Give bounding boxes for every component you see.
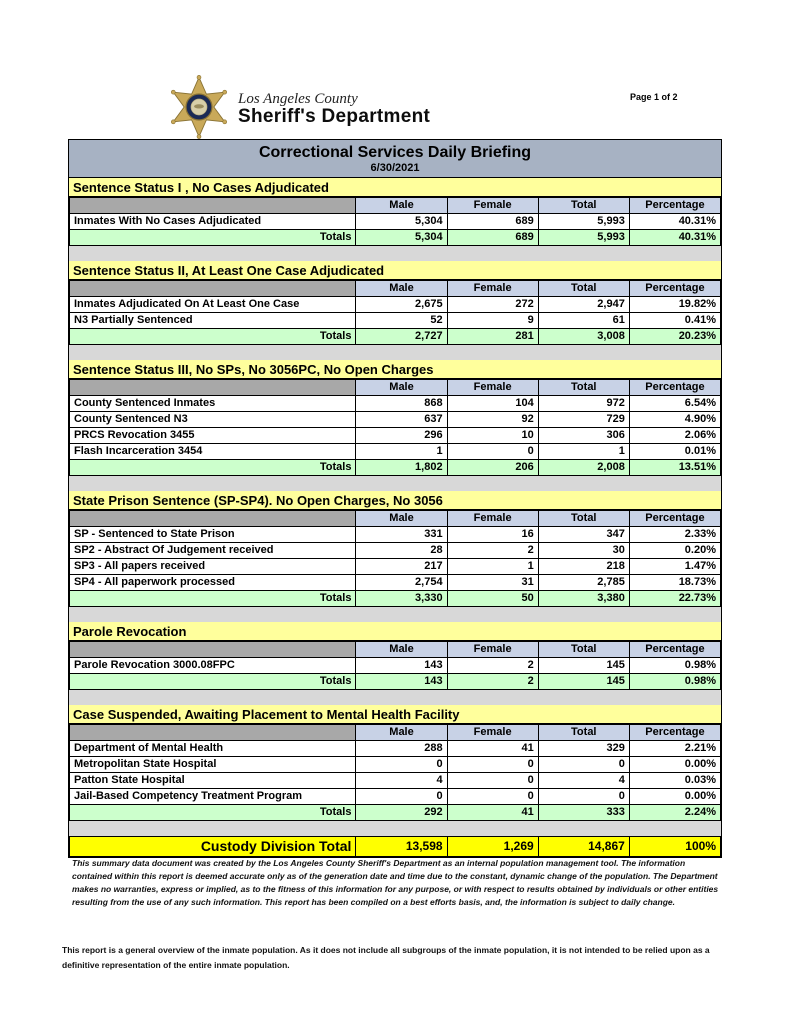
totals-row (70, 591, 721, 607)
column-header: Male (356, 725, 447, 741)
grand-total-label: Custody Division Total (70, 837, 356, 857)
totals-row (70, 230, 721, 246)
row-value: 218 (538, 559, 629, 575)
row-value: 2,754 (356, 575, 447, 591)
row-value: 6.54% (629, 396, 720, 412)
totals-value: 2,727 (356, 329, 447, 345)
row-value: 52 (356, 313, 447, 329)
corner-cell (70, 198, 356, 214)
table-row (70, 543, 721, 559)
totals-value: 333 (538, 805, 629, 821)
row-value: 0.00% (629, 789, 720, 805)
corner-cell (70, 725, 356, 741)
row-label: Flash Incarceration 3454 (70, 444, 356, 460)
row-value: 0 (356, 789, 447, 805)
totals-label: Totals (70, 591, 356, 607)
agency-department: Sheriff's Department (238, 106, 431, 127)
table-row (70, 396, 721, 412)
column-header: Female (447, 642, 538, 658)
column-header: Total (538, 642, 629, 658)
custody-division-total-row (70, 837, 721, 857)
totals-value: 3,008 (538, 329, 629, 345)
report-title-bar (69, 140, 721, 178)
totals-value: 2,008 (538, 460, 629, 476)
totals-value: 40.31% (629, 230, 720, 246)
row-value: 296 (356, 428, 447, 444)
section-title: Sentence Status III, No SPs, No 3056PC, No Open Charges (69, 360, 721, 379)
row-value: 306 (538, 428, 629, 444)
column-header: Total (538, 511, 629, 527)
table-row (70, 658, 721, 674)
row-label: Parole Revocation 3000.08FPC (70, 658, 356, 674)
column-header: Male (356, 642, 447, 658)
agency-logo (168, 73, 430, 141)
section-gap (69, 690, 721, 705)
column-header: Percentage (629, 511, 720, 527)
row-value: 92 (447, 412, 538, 428)
agency-name (238, 91, 430, 127)
section-table (69, 379, 721, 476)
row-label: SP3 - All papers received (70, 559, 356, 575)
row-value: 972 (538, 396, 629, 412)
row-value: 729 (538, 412, 629, 428)
column-header-row (70, 281, 721, 297)
section-gap (69, 607, 721, 622)
totals-value: 206 (447, 460, 538, 476)
totals-row (70, 329, 721, 345)
report-container (68, 139, 722, 858)
totals-value: 0.98% (629, 674, 720, 690)
row-value: 18.73% (629, 575, 720, 591)
section-4 (69, 491, 721, 607)
sections-mount (69, 178, 721, 836)
row-value: 61 (538, 313, 629, 329)
corner-cell (70, 281, 356, 297)
row-value: 272 (447, 297, 538, 313)
totals-value: 3,380 (538, 591, 629, 607)
column-header: Percentage (629, 725, 720, 741)
row-label: SP4 - All paperwork processed (70, 575, 356, 591)
page-number: Page 1 of 2 (630, 92, 678, 102)
section-5 (69, 622, 721, 690)
row-value: 5,304 (356, 214, 447, 230)
row-label: Inmates Adjudicated On At Least One Case (70, 297, 356, 313)
row-value: 288 (356, 741, 447, 757)
row-value: 0.20% (629, 543, 720, 559)
table-row (70, 741, 721, 757)
section-title: Sentence Status II, At Least One Case Adjudicated (69, 261, 721, 280)
section-gap (69, 345, 721, 360)
row-value: 31 (447, 575, 538, 591)
row-value: 0 (447, 444, 538, 460)
grand-total-total: 14,867 (538, 837, 629, 857)
column-header: Female (447, 380, 538, 396)
table-row (70, 428, 721, 444)
row-value: 2.21% (629, 741, 720, 757)
row-value: 16 (447, 527, 538, 543)
section-gap (69, 246, 721, 261)
totals-row (70, 460, 721, 476)
row-value: 2.06% (629, 428, 720, 444)
totals-value: 143 (356, 674, 447, 690)
column-header-row (70, 198, 721, 214)
row-value: 217 (356, 559, 447, 575)
totals-label: Totals (70, 460, 356, 476)
row-value: 1 (356, 444, 447, 460)
row-value: 2,675 (356, 297, 447, 313)
totals-value: 5,304 (356, 230, 447, 246)
row-value: 2,785 (538, 575, 629, 591)
row-label: County Sentenced Inmates (70, 396, 356, 412)
totals-row (70, 805, 721, 821)
column-header: Female (447, 511, 538, 527)
table-row (70, 757, 721, 773)
totals-value: 50 (447, 591, 538, 607)
totals-value: 3,330 (356, 591, 447, 607)
row-value: 19.82% (629, 297, 720, 313)
column-header-row (70, 511, 721, 527)
row-label: Patton State Hospital (70, 773, 356, 789)
table-row (70, 789, 721, 805)
table-row (70, 412, 721, 428)
column-header: Total (538, 198, 629, 214)
column-header-row (70, 642, 721, 658)
table-row (70, 527, 721, 543)
totals-value: 1,802 (356, 460, 447, 476)
totals-row (70, 674, 721, 690)
grand-total-female: 1,269 (447, 837, 538, 857)
column-header: Total (538, 725, 629, 741)
table-row (70, 559, 721, 575)
column-header: Percentage (629, 642, 720, 658)
report-date: 6/30/2021 (370, 162, 420, 174)
row-value: 5,993 (538, 214, 629, 230)
overview-note-paragraph: This report is a general overview of the inmate population. As it does not include all subgroups of the inmate population, it is not intended to be relied upon as a definitive representation of the entire inmate population. (62, 945, 710, 970)
row-value: 40.31% (629, 214, 720, 230)
section-gap (69, 821, 721, 836)
row-value: 0.41% (629, 313, 720, 329)
sheriff-star-icon (168, 73, 230, 141)
totals-label: Totals (70, 230, 356, 246)
section-table (69, 197, 721, 246)
row-value: 10 (447, 428, 538, 444)
row-value: 0 (447, 789, 538, 805)
disclaimer-paragraph: This summary data document was created by the Los Angeles County Sheriff's Department as an internal population management tool. The information contained within this report is deemed accurate only as of the generation date and time due to the constant, dynamic change of the population. The Department makes no warranties, express or implied, as to the fitness of this information for any purpose, or with respect to results obtained by individuals or other entities resulting from the use of any such information. This report has been compiled on a best efforts basis, and, the information is subject to daily change. (72, 858, 719, 907)
corner-cell (70, 380, 356, 396)
totals-label: Totals (70, 329, 356, 345)
row-value: 28 (356, 543, 447, 559)
column-header-row (70, 380, 721, 396)
row-value: 143 (356, 658, 447, 674)
column-header: Male (356, 198, 447, 214)
row-value: 30 (538, 543, 629, 559)
column-header: Female (447, 281, 538, 297)
row-label: N3 Partially Sentenced (70, 313, 356, 329)
table-row (70, 575, 721, 591)
row-value: 145 (538, 658, 629, 674)
section-table (69, 641, 721, 690)
row-value: 868 (356, 396, 447, 412)
report-title: Correctional Services Daily Briefing (258, 144, 532, 161)
section-2 (69, 261, 721, 345)
row-label: SP - Sentenced to State Prison (70, 527, 356, 543)
column-header: Female (447, 725, 538, 741)
row-value: 9 (447, 313, 538, 329)
totals-label: Totals (70, 674, 356, 690)
totals-value: 145 (538, 674, 629, 690)
column-header: Percentage (629, 198, 720, 214)
row-value: 0 (356, 757, 447, 773)
totals-value: 20.23% (629, 329, 720, 345)
table-row (70, 297, 721, 313)
column-header-row (70, 725, 721, 741)
totals-value: 2.24% (629, 805, 720, 821)
corner-cell (70, 642, 356, 658)
column-header: Male (356, 281, 447, 297)
section-title: Case Suspended, Awaiting Placement to Mental Health Facility (69, 705, 721, 724)
totals-value: 281 (447, 329, 538, 345)
totals-value: 689 (447, 230, 538, 246)
totals-value: 292 (356, 805, 447, 821)
row-value: 637 (356, 412, 447, 428)
section-6 (69, 705, 721, 821)
column-header: Total (538, 380, 629, 396)
row-label: PRCS Revocation 3455 (70, 428, 356, 444)
corner-cell (70, 511, 356, 527)
row-value: 0.98% (629, 658, 720, 674)
row-value: 4 (538, 773, 629, 789)
column-header: Female (447, 198, 538, 214)
section-title: Parole Revocation (69, 622, 721, 641)
row-value: 104 (447, 396, 538, 412)
row-label: SP2 - Abstract Of Judgement received (70, 543, 356, 559)
row-value: 689 (447, 214, 538, 230)
row-label: Inmates With No Cases Adjudicated (70, 214, 356, 230)
column-header: Percentage (629, 380, 720, 396)
row-value: 0 (538, 757, 629, 773)
row-value: 2,947 (538, 297, 629, 313)
column-header: Male (356, 511, 447, 527)
table-row (70, 214, 721, 230)
column-header: Percentage (629, 281, 720, 297)
section-3 (69, 360, 721, 476)
row-value: 2 (447, 658, 538, 674)
section-gap (69, 476, 721, 491)
column-header: Total (538, 281, 629, 297)
row-value: 0 (447, 757, 538, 773)
section-table (69, 280, 721, 345)
grand-total-percentage: 100% (629, 837, 720, 857)
row-label: Department of Mental Health (70, 741, 356, 757)
row-value: 347 (538, 527, 629, 543)
table-row (70, 444, 721, 460)
table-row (70, 313, 721, 329)
row-value: 331 (356, 527, 447, 543)
totals-value: 41 (447, 805, 538, 821)
row-value: 0.03% (629, 773, 720, 789)
totals-value: 22.73% (629, 591, 720, 607)
row-value: 4 (356, 773, 447, 789)
totals-label: Totals (70, 805, 356, 821)
section-table (69, 724, 721, 821)
row-value: 2 (447, 543, 538, 559)
row-value: 1.47% (629, 559, 720, 575)
row-label: County Sentenced N3 (70, 412, 356, 428)
row-label: Jail-Based Competency Treatment Program (70, 789, 356, 805)
section-title: Sentence Status I , No Cases Adjudicated (69, 178, 721, 197)
row-value: 4.90% (629, 412, 720, 428)
row-value: 0.01% (629, 444, 720, 460)
row-value: 0 (447, 773, 538, 789)
row-label: Metropolitan State Hospital (70, 757, 356, 773)
totals-value: 13.51% (629, 460, 720, 476)
row-value: 0 (538, 789, 629, 805)
section-table (69, 510, 721, 607)
table-row (70, 773, 721, 789)
row-value: 1 (447, 559, 538, 575)
row-value: 41 (447, 741, 538, 757)
custody-division-total-table (69, 836, 721, 857)
totals-value: 5,993 (538, 230, 629, 246)
row-value: 1 (538, 444, 629, 460)
totals-value: 2 (447, 674, 538, 690)
row-value: 0.00% (629, 757, 720, 773)
row-value: 329 (538, 741, 629, 757)
section-title: State Prison Sentence (SP-SP4). No Open Charges, No 3056 (69, 491, 721, 510)
column-header: Male (356, 380, 447, 396)
agency-county: Los Angeles County (238, 91, 358, 107)
grand-total-male: 13,598 (356, 837, 447, 857)
row-value: 2.33% (629, 527, 720, 543)
section-1 (69, 178, 721, 246)
